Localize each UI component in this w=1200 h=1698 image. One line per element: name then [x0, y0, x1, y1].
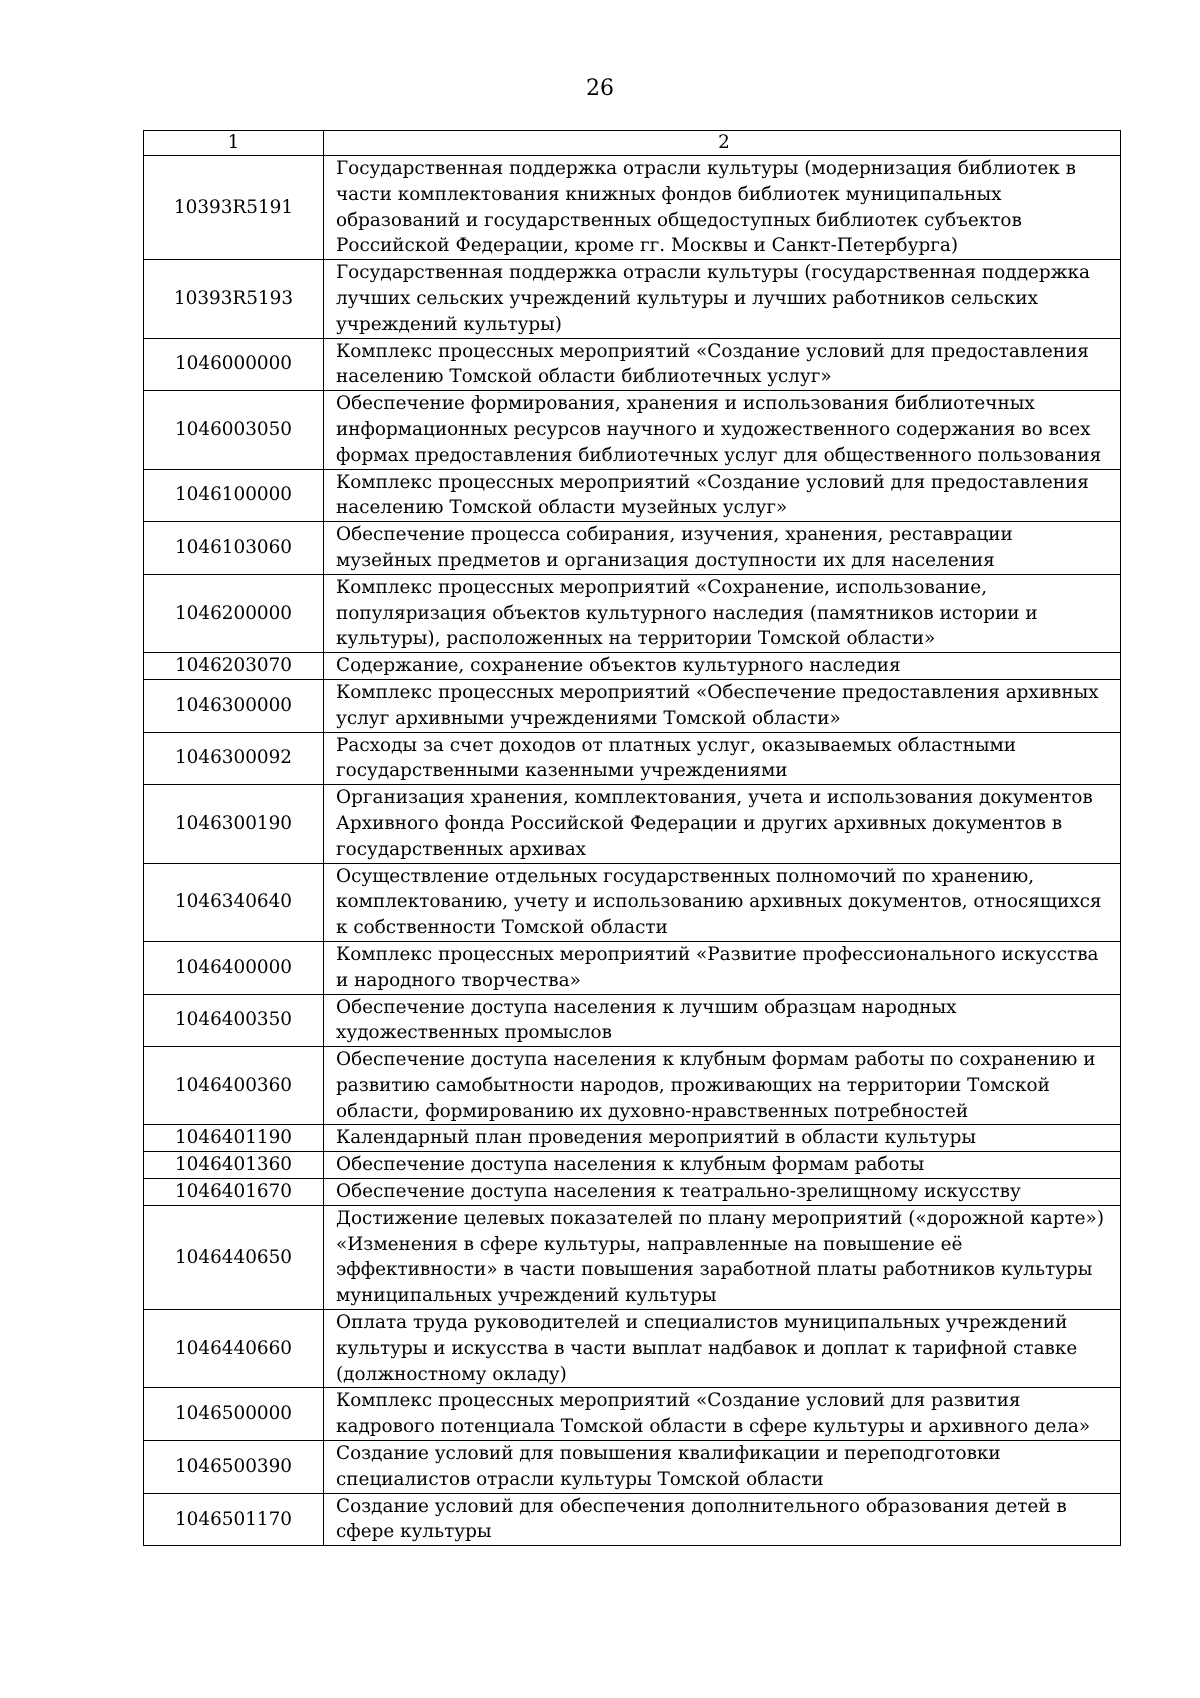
row-code: 1046003050 — [144, 391, 324, 469]
row-description: Обеспечение доступа населения к лучшим образцам народных художественных промыслов — [324, 994, 1121, 1047]
row-code: 1046501170 — [144, 1493, 324, 1546]
row-code: 1046400350 — [144, 994, 324, 1047]
row-description: Комплекс процессных мероприятий «Сохранение, использование, популяризация объектов культурного наследия (памятников истории и культуры), расположенных на территории Томской области» — [324, 574, 1121, 652]
table-row — [144, 732, 1121, 785]
table-row — [144, 260, 1121, 338]
row-code: 1046401190 — [144, 1125, 324, 1152]
row-description: Обеспечение доступа населения к театрально-зрелищному искусству — [324, 1179, 1121, 1206]
row-description: Расходы за счет доходов от платных услуг, оказываемых областными государственными казенными учреждениями — [324, 732, 1121, 785]
row-description: Осуществление отдельных государственных полномочий по хранению, комплектованию, учету и использованию архивных документов, относящихся к собственности Томской области — [324, 863, 1121, 941]
table-row — [144, 1310, 1121, 1388]
row-description: Создание условий для обеспечения дополнительного образования детей в сфере культуры — [324, 1493, 1121, 1546]
table-row — [144, 863, 1121, 941]
row-description: Обеспечение доступа населения к клубным формам работы по сохранению и развитию самобытности народов, проживающих на территории Томской области, формированию их духовно-нравственных потребностей — [324, 1047, 1121, 1125]
row-code: 1046400360 — [144, 1047, 324, 1125]
table-row — [144, 156, 1121, 260]
table-row — [144, 941, 1121, 994]
table-row — [144, 679, 1121, 732]
row-description: Календарный план проведения мероприятий в области культуры — [324, 1125, 1121, 1152]
table-row — [144, 994, 1121, 1047]
row-code: 1046103060 — [144, 522, 324, 575]
table-row — [144, 1152, 1121, 1179]
row-code: 1046100000 — [144, 469, 324, 522]
table-row — [144, 1493, 1121, 1546]
table-row — [144, 469, 1121, 522]
row-description: Комплекс процессных мероприятий «Создание условий для предоставления населению Томской области библиотечных услуг» — [324, 338, 1121, 391]
table-row — [144, 1205, 1121, 1309]
table-header-row — [144, 131, 1121, 156]
column-header-description: 2 — [324, 131, 1121, 156]
row-code: 1046401670 — [144, 1179, 324, 1206]
row-description: Создание условий для повышения квалификации и переподготовки специалистов отрасли культуры Томской области — [324, 1441, 1121, 1494]
row-code: 1046300000 — [144, 679, 324, 732]
row-description: Комплекс процессных мероприятий «Обеспечение предоставления архивных услуг архивными учреждениями Томской области» — [324, 679, 1121, 732]
row-description: Обеспечение доступа населения к клубным формам работы — [324, 1152, 1121, 1179]
row-code: 1046401360 — [144, 1152, 324, 1179]
table-row — [144, 338, 1121, 391]
row-code: 1046000000 — [144, 338, 324, 391]
row-code: 1046203070 — [144, 653, 324, 680]
row-code: 1046500000 — [144, 1388, 324, 1441]
table-row — [144, 574, 1121, 652]
row-code: 1046200000 — [144, 574, 324, 652]
row-description: Комплекс процессных мероприятий «Развитие профессионального искусства и народного творчества» — [324, 941, 1121, 994]
row-description: Обеспечение формирования, хранения и использования библиотечных информационных ресурсов научного и художественного содержания во всех формах предоставления библиотечных услуг для общественного пользования — [324, 391, 1121, 469]
row-code: 1046440660 — [144, 1310, 324, 1388]
row-code: 1046300190 — [144, 785, 324, 863]
row-description: Оплата труда руководителей и специалистов муниципальных учреждений культуры и искусства в части выплат надбавок и доплат к тарифной ставке (должностному окладу) — [324, 1310, 1121, 1388]
row-description: Комплекс процессных мероприятий «Создание условий для развития кадрового потенциала Томской области в сфере культуры и архивного дела» — [324, 1388, 1121, 1441]
table-row — [144, 1125, 1121, 1152]
row-description: Содержание, сохранение объектов культурного наследия — [324, 653, 1121, 680]
page-number: 26 — [586, 76, 614, 101]
row-description: Обеспечение процесса собирания, изучения, хранения, реставрации музейных предметов и организация доступности их для населения — [324, 522, 1121, 575]
table-row — [144, 1441, 1121, 1494]
row-code: 10393R5191 — [144, 156, 324, 260]
row-code: 10393R5193 — [144, 260, 324, 338]
budget-code-table — [143, 130, 1121, 1546]
table-row — [144, 391, 1121, 469]
table-row — [144, 1047, 1121, 1125]
row-code: 1046500390 — [144, 1441, 324, 1494]
row-description: Комплекс процессных мероприятий «Создание условий для предоставления населению Томской области музейных услуг» — [324, 469, 1121, 522]
row-code: 1046340640 — [144, 863, 324, 941]
table-row — [144, 785, 1121, 863]
table-row — [144, 522, 1121, 575]
row-code: 1046440650 — [144, 1205, 324, 1309]
table-row — [144, 1179, 1121, 1206]
row-description: Государственная поддержка отрасли культуры (модернизация библиотек в части комплектования книжных фондов библиотек муниципальных образований и государственных общедоступных библиотек субъектов Российской Федерации, кроме гг. Москвы и Санкт-Петербурга) — [324, 156, 1121, 260]
row-code: 1046400000 — [144, 941, 324, 994]
table-row — [144, 1388, 1121, 1441]
row-description: Достижение целевых показателей по плану мероприятий («дорожной карте») «Изменения в сфере культуры, направленные на повышение её эффективности» в части повышения заработной платы работников культуры муниципальных учреждений культуры — [324, 1205, 1121, 1309]
table-row — [144, 653, 1121, 680]
row-description: Организация хранения, комплектования, учета и использования документов Архивного фонда Российской Федерации и других архивных документов в государственных архивах — [324, 785, 1121, 863]
row-code: 1046300092 — [144, 732, 324, 785]
row-description: Государственная поддержка отрасли культуры (государственная поддержка лучших сельских учреждений культуры и лучших работников сельских учреждений культуры) — [324, 260, 1121, 338]
column-header-code: 1 — [144, 131, 324, 156]
